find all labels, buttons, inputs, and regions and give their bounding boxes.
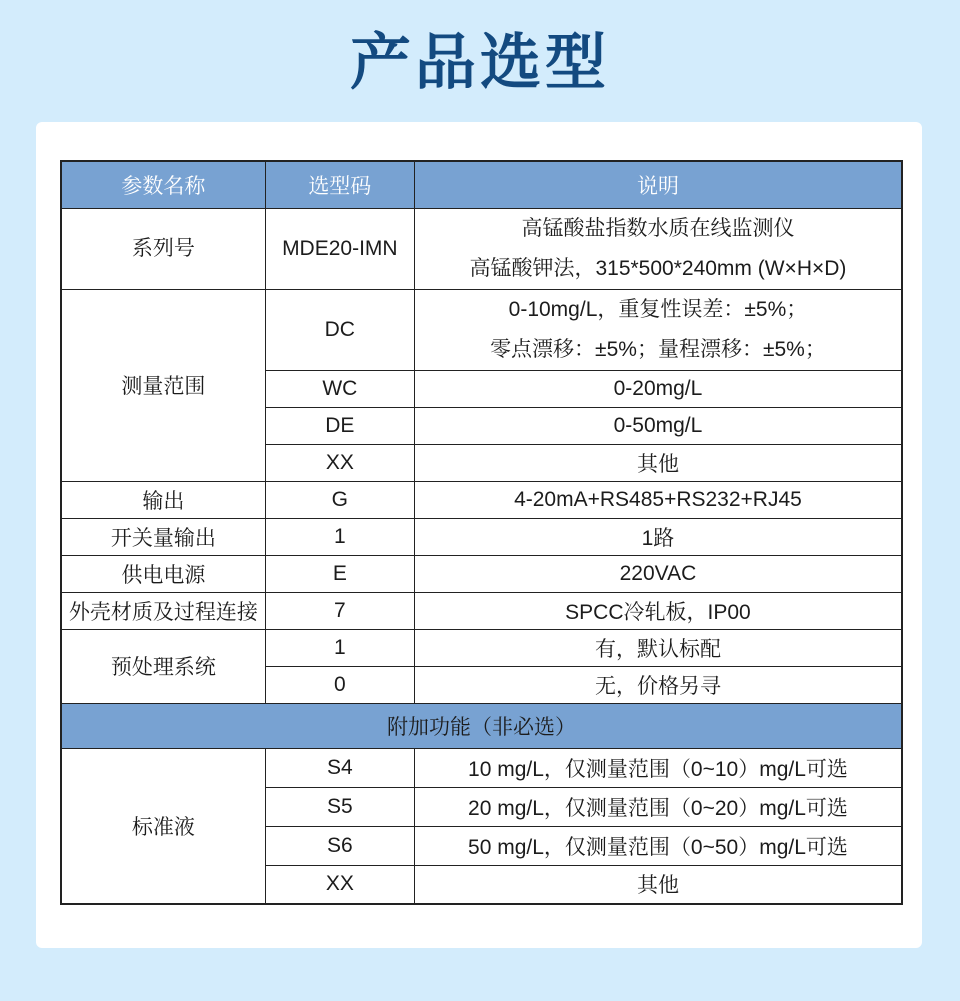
pretreatment-param: 预处理系统 (61, 629, 265, 703)
series-param: 系列号 (61, 208, 265, 289)
pretreatment-yes-desc: 有，默认标配 (414, 629, 902, 666)
col-header-code: 选型码 (265, 161, 414, 208)
range-xx-desc: 其他 (414, 444, 902, 481)
content-card (36, 122, 922, 948)
range-wc-desc: 0-20mg/L (414, 370, 902, 407)
housing-code: 7 (265, 592, 414, 629)
product-selection-table (60, 160, 903, 905)
range-dc-desc-line1: 0-10mg/L，重复性误差：±5%； (508, 297, 808, 321)
standard-s6-desc: 50 mg/L，仅测量范围（0~50）mg/L可选 (414, 826, 902, 865)
range-param: 测量范围 (61, 289, 265, 481)
page-title: 产品选型 (349, 28, 610, 96)
output-param: 输出 (61, 481, 265, 518)
range-dc-desc (414, 289, 902, 370)
switch-output-param: 开关量输出 (61, 518, 265, 555)
standard-s5-desc: 20 mg/L，仅测量范围（0~20）mg/L可选 (414, 787, 902, 826)
power-code: E (265, 555, 414, 592)
table-header-row (61, 161, 902, 208)
row-series (61, 208, 902, 289)
row-standard-s4 (61, 748, 902, 787)
standard-param: 标准液 (61, 748, 265, 904)
standard-s4-code: S4 (265, 748, 414, 787)
col-header-desc: 说明 (414, 161, 902, 208)
standard-s6-code: S6 (265, 826, 414, 865)
col-header-param: 参数名称 (61, 161, 265, 208)
range-de-code: DE (265, 407, 414, 444)
switch-output-desc: 1路 (414, 518, 902, 555)
series-desc (414, 208, 902, 289)
pretreatment-no-code: 0 (265, 666, 414, 703)
range-xx-code: XX (265, 444, 414, 481)
range-dc-code: DC (265, 289, 414, 370)
switch-output-code: 1 (265, 518, 414, 555)
row-pretreatment-yes (61, 629, 902, 666)
output-desc: 4-20mA+RS485+RS232+RJ45 (414, 481, 902, 518)
range-dc-desc-line2: 零点漂移：±5%；量程漂移：±5%； (490, 337, 826, 361)
range-wc-code: WC (265, 370, 414, 407)
pretreatment-yes-code: 1 (265, 629, 414, 666)
power-desc: 220VAC (414, 555, 902, 592)
series-code: MDE20-IMN (265, 208, 414, 289)
housing-param: 外壳材质及过程连接 (61, 592, 265, 629)
housing-desc: SPCC冷轧板，IP00 (414, 592, 902, 629)
output-code: G (265, 481, 414, 518)
standard-xx-code: XX (265, 865, 414, 904)
row-output (61, 481, 902, 518)
standard-s5-code: S5 (265, 787, 414, 826)
row-range-dc (61, 289, 902, 370)
standard-s4-desc: 10 mg/L，仅测量范围（0~10）mg/L可选 (414, 748, 902, 787)
range-de-desc: 0-50mg/L (414, 407, 902, 444)
standard-xx-desc: 其他 (414, 865, 902, 904)
power-param: 供电电源 (61, 555, 265, 592)
row-power (61, 555, 902, 592)
addon-header-band: 附加功能（非必选） (61, 703, 902, 748)
series-desc-line1: 高锰酸盐指数水质在线监测仪 (521, 216, 795, 240)
series-desc-line2: 高锰酸钾法，315*500*240mm (W×H×D) (469, 256, 847, 280)
row-housing (61, 592, 902, 629)
row-addon-header (61, 703, 902, 748)
row-switch-output (61, 518, 902, 555)
pretreatment-no-desc: 无，价格另寻 (414, 666, 902, 703)
